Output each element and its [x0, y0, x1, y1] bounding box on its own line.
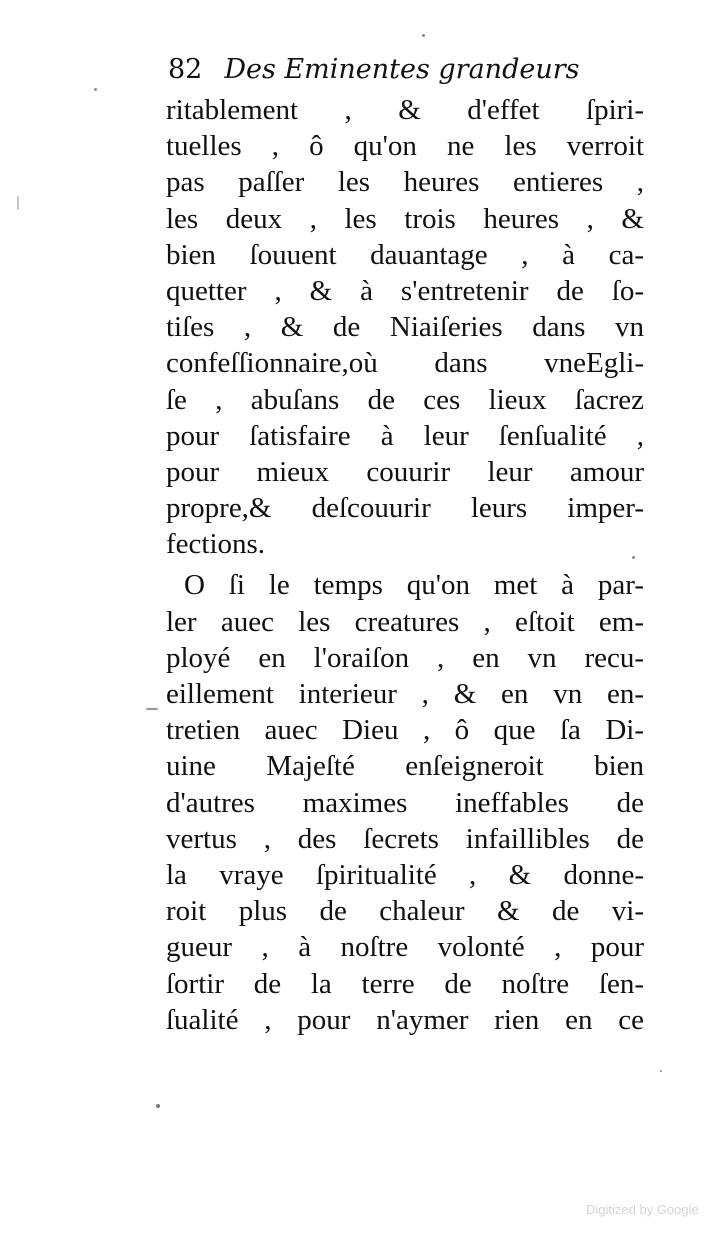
body-text [166, 92, 644, 1038]
text-line: roit plus de chaleur & de vi- [166, 895, 644, 928]
text-line: bien ſouuent dauantage , à ca- [166, 238, 644, 271]
text-line: O ſi le temps qu'on met à par- [184, 569, 644, 602]
paper-speck [17, 196, 19, 210]
page-number: 82 [168, 54, 203, 85]
text-line: les deux , les trois heures , & [166, 202, 644, 235]
text-line: quetter , & à s'entretenir de ſo- [166, 274, 644, 307]
paper-speck [156, 1104, 160, 1108]
text-line: pour ſatisfaire à leur ſenſualité , [166, 419, 644, 452]
paper-speck [94, 88, 97, 91]
text-line: ſortir de la terre de noſtre ſen- [166, 967, 644, 1000]
text-line: tuelles , ô qu'on ne les verroit [166, 130, 644, 163]
page-header [168, 48, 628, 92]
paper-speck [660, 1070, 662, 1072]
text-line: vertus , des ſecrets infaillibles de [166, 822, 644, 855]
text-line: eillement interieur , & en vn en- [166, 678, 644, 710]
text-line: tretien auec Dieu , ô que ſa Di- [166, 714, 644, 747]
text-line: gueur , à noſtre volonté , pour [166, 931, 644, 964]
text-line: uine Majeſté enſeigneroit bien [166, 750, 644, 783]
running-head: Des Eminentes grandeurs [224, 54, 580, 85]
paragraph-1 [166, 92, 644, 562]
text-line: propre,& deſcouurir leurs imper- [166, 492, 644, 525]
paragraph-2 [166, 567, 644, 1037]
paper-speck [632, 556, 635, 559]
text-line: ſe , abuſans de ces lieux ſacrez [166, 383, 644, 416]
watermark: Digitized by Google [586, 1202, 699, 1217]
text-line: tiſes , & de Niaiſeries dans vn [166, 311, 644, 344]
paper-speck [422, 34, 425, 37]
text-line: d'autres maximes ineffables de [166, 786, 644, 819]
text-line: pour mieux couurir leur amour [166, 455, 644, 488]
text-line: ler auec les creatures , eſtoit em- [166, 605, 644, 638]
text-line: confeſſionnaire,où dans vneEgli- [166, 347, 644, 380]
text-line: ritablement , & d'effet ſpiri- [166, 94, 644, 126]
text-line: ſualité , pour n'aymer rien en ce [166, 1003, 644, 1036]
paper-speck [146, 708, 158, 710]
text-line: pas paſſer les heures entieres , [166, 166, 644, 199]
text-line: fections. [166, 528, 266, 561]
text-line: la vraye ſpiritualité , & donne- [166, 858, 644, 891]
text-line: ployé en l'oraiſon , en vn recu- [166, 641, 644, 674]
